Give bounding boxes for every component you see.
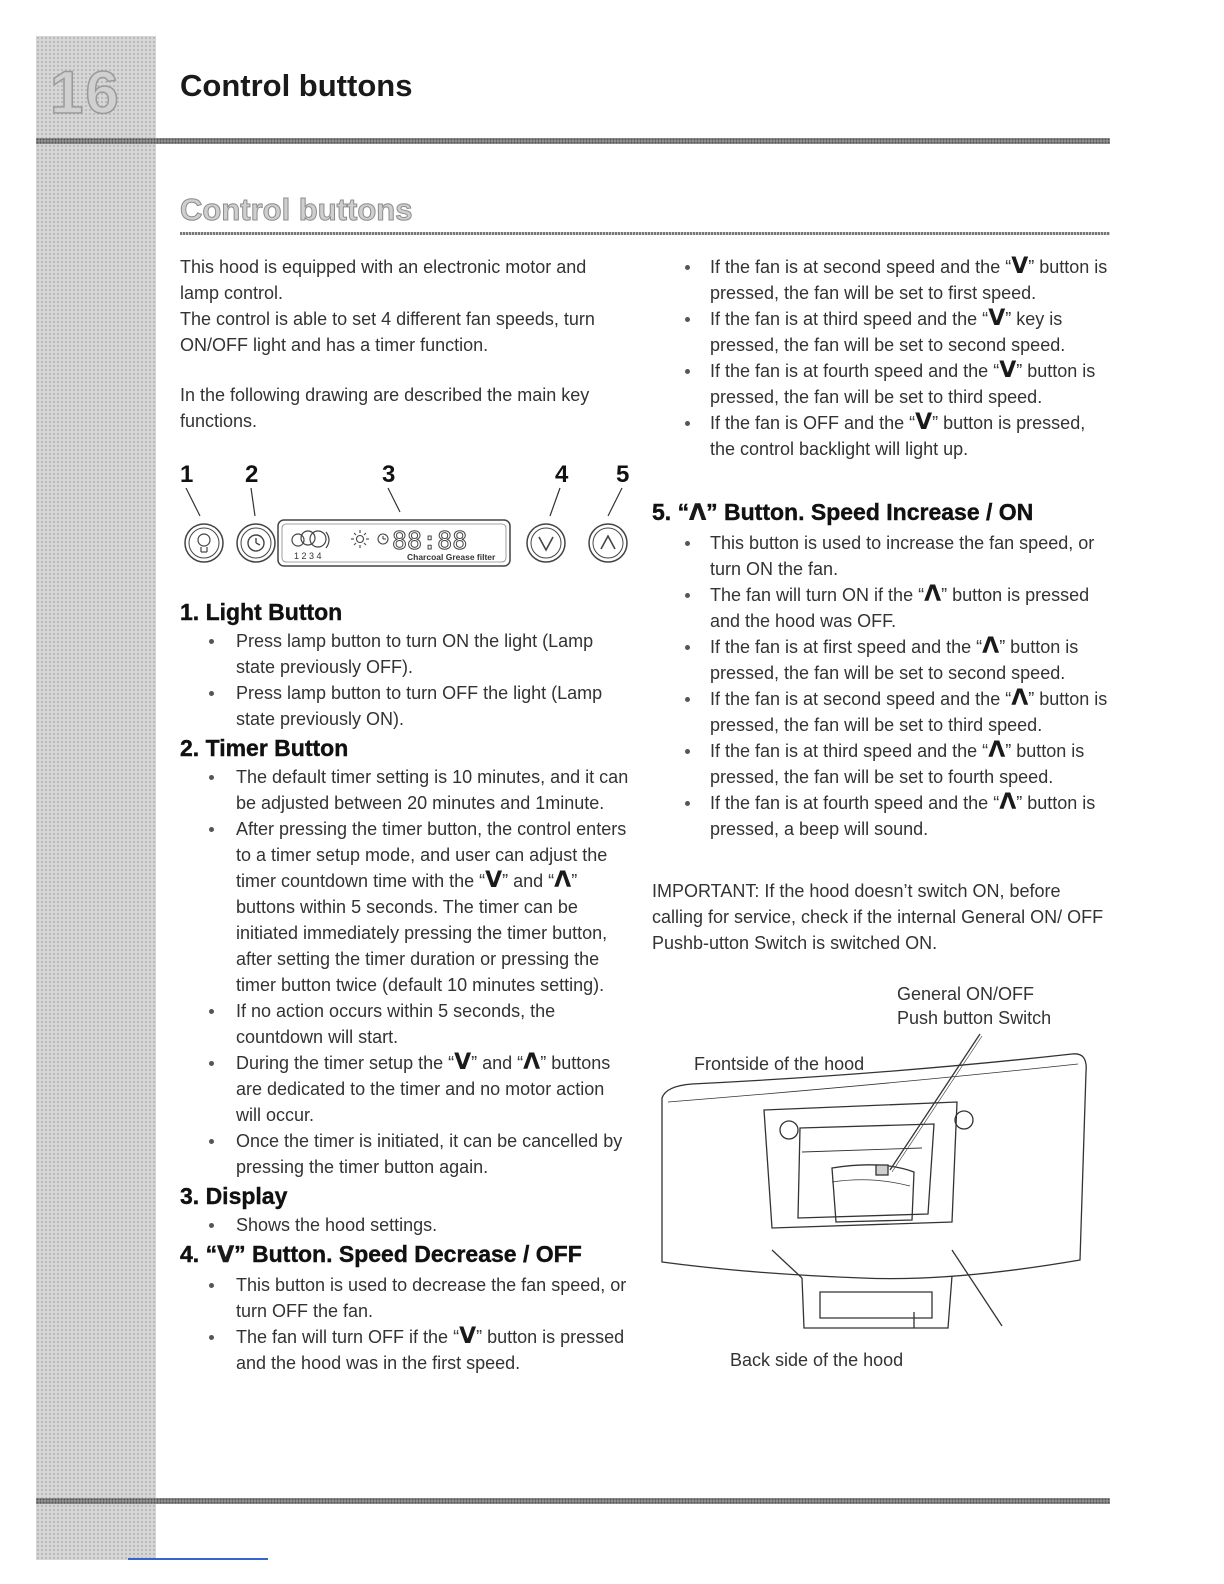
list-item: If no action occurs within 5 seconds, the countdown will start. <box>180 998 630 1050</box>
list-item: This button is used to decrease the fan speed, or turn OFF the fan. <box>180 1272 630 1324</box>
up-symbol: Λ <box>523 1050 541 1075</box>
down-symbol: V <box>454 1050 472 1075</box>
page-title: Control buttons <box>180 68 413 103</box>
list-item <box>652 306 1112 358</box>
up-symbol: Λ <box>924 582 942 607</box>
panel-number-5: 5 <box>616 461 630 488</box>
down-symbol: V <box>217 1243 235 1268</box>
list-item: Once the timer is initiated, it can be cancelled by pressing the timer button again. <box>180 1128 630 1180</box>
text-fragment: ” button is pressed and the hood was OFF. <box>710 585 1090 631</box>
text-fragment: ” button is pressed and the hood was in the first speed. <box>236 1327 625 1373</box>
text-fragment: If the fan is at third speed and the “ <box>710 741 989 761</box>
light-button-icon <box>185 524 223 562</box>
hood-illustration <box>652 982 1122 1382</box>
text-fragment: ” button is pressed, the fan will be set to first speed. <box>710 257 1108 303</box>
list-item <box>180 816 630 998</box>
text-fragment: ” key is pressed, the fan will be set to second speed. <box>710 309 1066 355</box>
text-fragment: 4. “ <box>180 1241 218 1267</box>
text-fragment: ” button is pressed, the fan will be set to third speed. <box>710 689 1108 735</box>
up-symbol: Λ <box>982 634 1000 659</box>
left-column <box>180 254 630 1376</box>
text-fragment: ” Button. Speed Decrease / OFF <box>234 1241 582 1267</box>
up-symbol: Λ <box>988 738 1006 763</box>
display-heading: 3. Display <box>180 1183 288 1209</box>
text-fragment: If the fan is at third speed and the “ <box>710 309 989 329</box>
increase-button-heading <box>652 496 1112 530</box>
intro-paragraph-2: The control is able to set 4 different fan speeds, turn ON/OFF light and has a timer function. <box>180 309 595 355</box>
list-item <box>652 686 1112 738</box>
clock-icon <box>378 534 388 544</box>
light-button-heading: 1. Light Button <box>180 599 343 625</box>
text-fragment: If the fan is at first speed and the “ <box>710 637 983 657</box>
text-fragment: If the fan is at second speed and the “ <box>710 257 1012 277</box>
text-fragment: ” buttons within 5 seconds. The timer can be initiated immediately pressing the timer button, after setting the timer duration or pressing the timer button twice (default 10 minutes setting). <box>236 871 608 995</box>
text-fragment: If the fan is OFF and the “ <box>710 413 916 433</box>
right-column <box>652 254 1112 1402</box>
panel-number-4: 4 <box>555 461 569 488</box>
up-button-icon <box>589 524 627 562</box>
up-symbol: Λ <box>1011 686 1029 711</box>
list-item <box>180 1324 630 1376</box>
timer-button-list <box>180 764 630 1180</box>
header-rule <box>36 138 1110 144</box>
list-item: This button is used to increase the fan speed, or turn ON the fan. <box>652 530 1112 582</box>
list-item <box>652 410 1112 462</box>
text-fragment: ” buttons are dedicated to the timer and no motor action will occur. <box>236 1053 611 1125</box>
list-item: Press lamp button to turn OFF the light (Lamp state previously ON). <box>180 680 630 732</box>
list-item <box>180 1050 630 1128</box>
down-symbol: V <box>915 410 933 435</box>
list-item <box>652 582 1112 634</box>
decrease-button-heading <box>180 1238 630 1272</box>
important-note: IMPORTANT: If the hood doesn’t switch ON, before calling for service, check if the internal General ON/ OFF Pushb-utton Switch is switched ON. <box>652 881 1104 953</box>
list-item: The default timer setting is 10 minutes, and it can be adjusted between 20 minutes and 1minute. <box>180 764 630 816</box>
list-item: Shows the hood settings. <box>180 1212 630 1238</box>
up-symbol: Λ <box>999 790 1017 815</box>
down-symbol: V <box>988 306 1006 331</box>
intro-paragraph-3: In the following drawing are described the main key functions. <box>180 385 590 431</box>
section-rule <box>180 232 1110 235</box>
down-symbol: V <box>999 358 1017 383</box>
text-fragment: ” button is pressed, the fan will be set to fourth speed. <box>710 741 1085 787</box>
decrease-button-list <box>180 1272 630 1376</box>
panel-number-2: 2 <box>245 461 259 488</box>
control-panel-diagram <box>180 460 630 590</box>
hood-figure <box>652 982 1122 1402</box>
control-panel-illustration <box>180 460 630 590</box>
label-switch-line-2: Push button Switch <box>897 1008 1052 1028</box>
up-symbol: Λ <box>689 501 707 526</box>
fan-icon <box>292 531 329 548</box>
filter-label: Charcoal Grease filter <box>407 552 496 562</box>
text-fragment: During the timer setup the “ <box>236 1053 455 1073</box>
up-symbol: Λ <box>554 868 572 893</box>
text-fragment: ” button is pressed, a beep will sound. <box>710 793 1096 839</box>
timer-button-icon <box>237 524 275 562</box>
down-button-icon <box>527 524 565 562</box>
text-fragment: 5. “ <box>652 499 690 525</box>
text-fragment: ” button is pressed, the fan will be set to second speed. <box>710 637 1079 683</box>
section-title: Control buttons <box>180 192 413 227</box>
light-button-list <box>180 628 630 732</box>
text-fragment: If the fan is at second speed and the “ <box>710 689 1012 709</box>
page-number: 16 <box>50 59 121 126</box>
text-fragment: ” and “ <box>471 1053 524 1073</box>
down-symbol: V <box>485 868 503 893</box>
list-item <box>652 254 1112 306</box>
list-item: Press lamp button to turn ON the light (Lamp state previously OFF). <box>180 628 630 680</box>
sidebar-texture <box>36 36 156 1560</box>
increase-button-list <box>652 530 1112 842</box>
text-fragment: After pressing the timer button, the control enters to a timer setup mode, and user can adjust the timer countdown time with the “ <box>236 819 627 891</box>
list-item <box>652 358 1112 410</box>
intro-paragraph-1: This hood is equipped with an electronic motor and lamp control. <box>180 257 587 303</box>
label-back: Back side of the hood <box>730 1350 904 1370</box>
light-icon <box>351 530 369 548</box>
footer-link-underline <box>128 1558 268 1560</box>
display-panel <box>278 520 510 566</box>
text-fragment: The fan will turn OFF if the “ <box>236 1327 460 1347</box>
text-fragment: ” and “ <box>502 871 555 891</box>
text-fragment: If the fan is at fourth speed and the “ <box>710 793 1000 813</box>
text-fragment: ” Button. Speed Increase / ON <box>706 499 1034 525</box>
panel-number-1: 1 <box>180 461 194 488</box>
text-fragment: The fan will turn ON if the “ <box>710 585 925 605</box>
timer-display-digits: 88:88 <box>392 526 468 555</box>
display-list <box>180 1212 630 1238</box>
speed-indicator-digits: 1 2 3 4 <box>294 551 322 561</box>
label-front: Frontside of the hood <box>694 1054 865 1074</box>
down-symbol: V <box>459 1324 477 1349</box>
text-fragment: If the fan is at fourth speed and the “ <box>710 361 1000 381</box>
text-fragment: ” button is pressed, the fan will be set to third speed. <box>710 361 1096 407</box>
list-item <box>652 790 1112 842</box>
text-fragment: ” button is pressed, the control backlight will light up. <box>710 413 1086 459</box>
timer-button-heading: 2. Timer Button <box>180 735 349 761</box>
decrease-button-list-continued <box>652 254 1112 462</box>
panel-number-3: 3 <box>382 461 396 488</box>
list-item <box>652 634 1112 686</box>
down-symbol: V <box>1011 254 1029 279</box>
footer-rule <box>36 1498 1110 1504</box>
label-switch-line-1: General ON/OFF <box>897 984 1035 1004</box>
list-item <box>652 738 1112 790</box>
